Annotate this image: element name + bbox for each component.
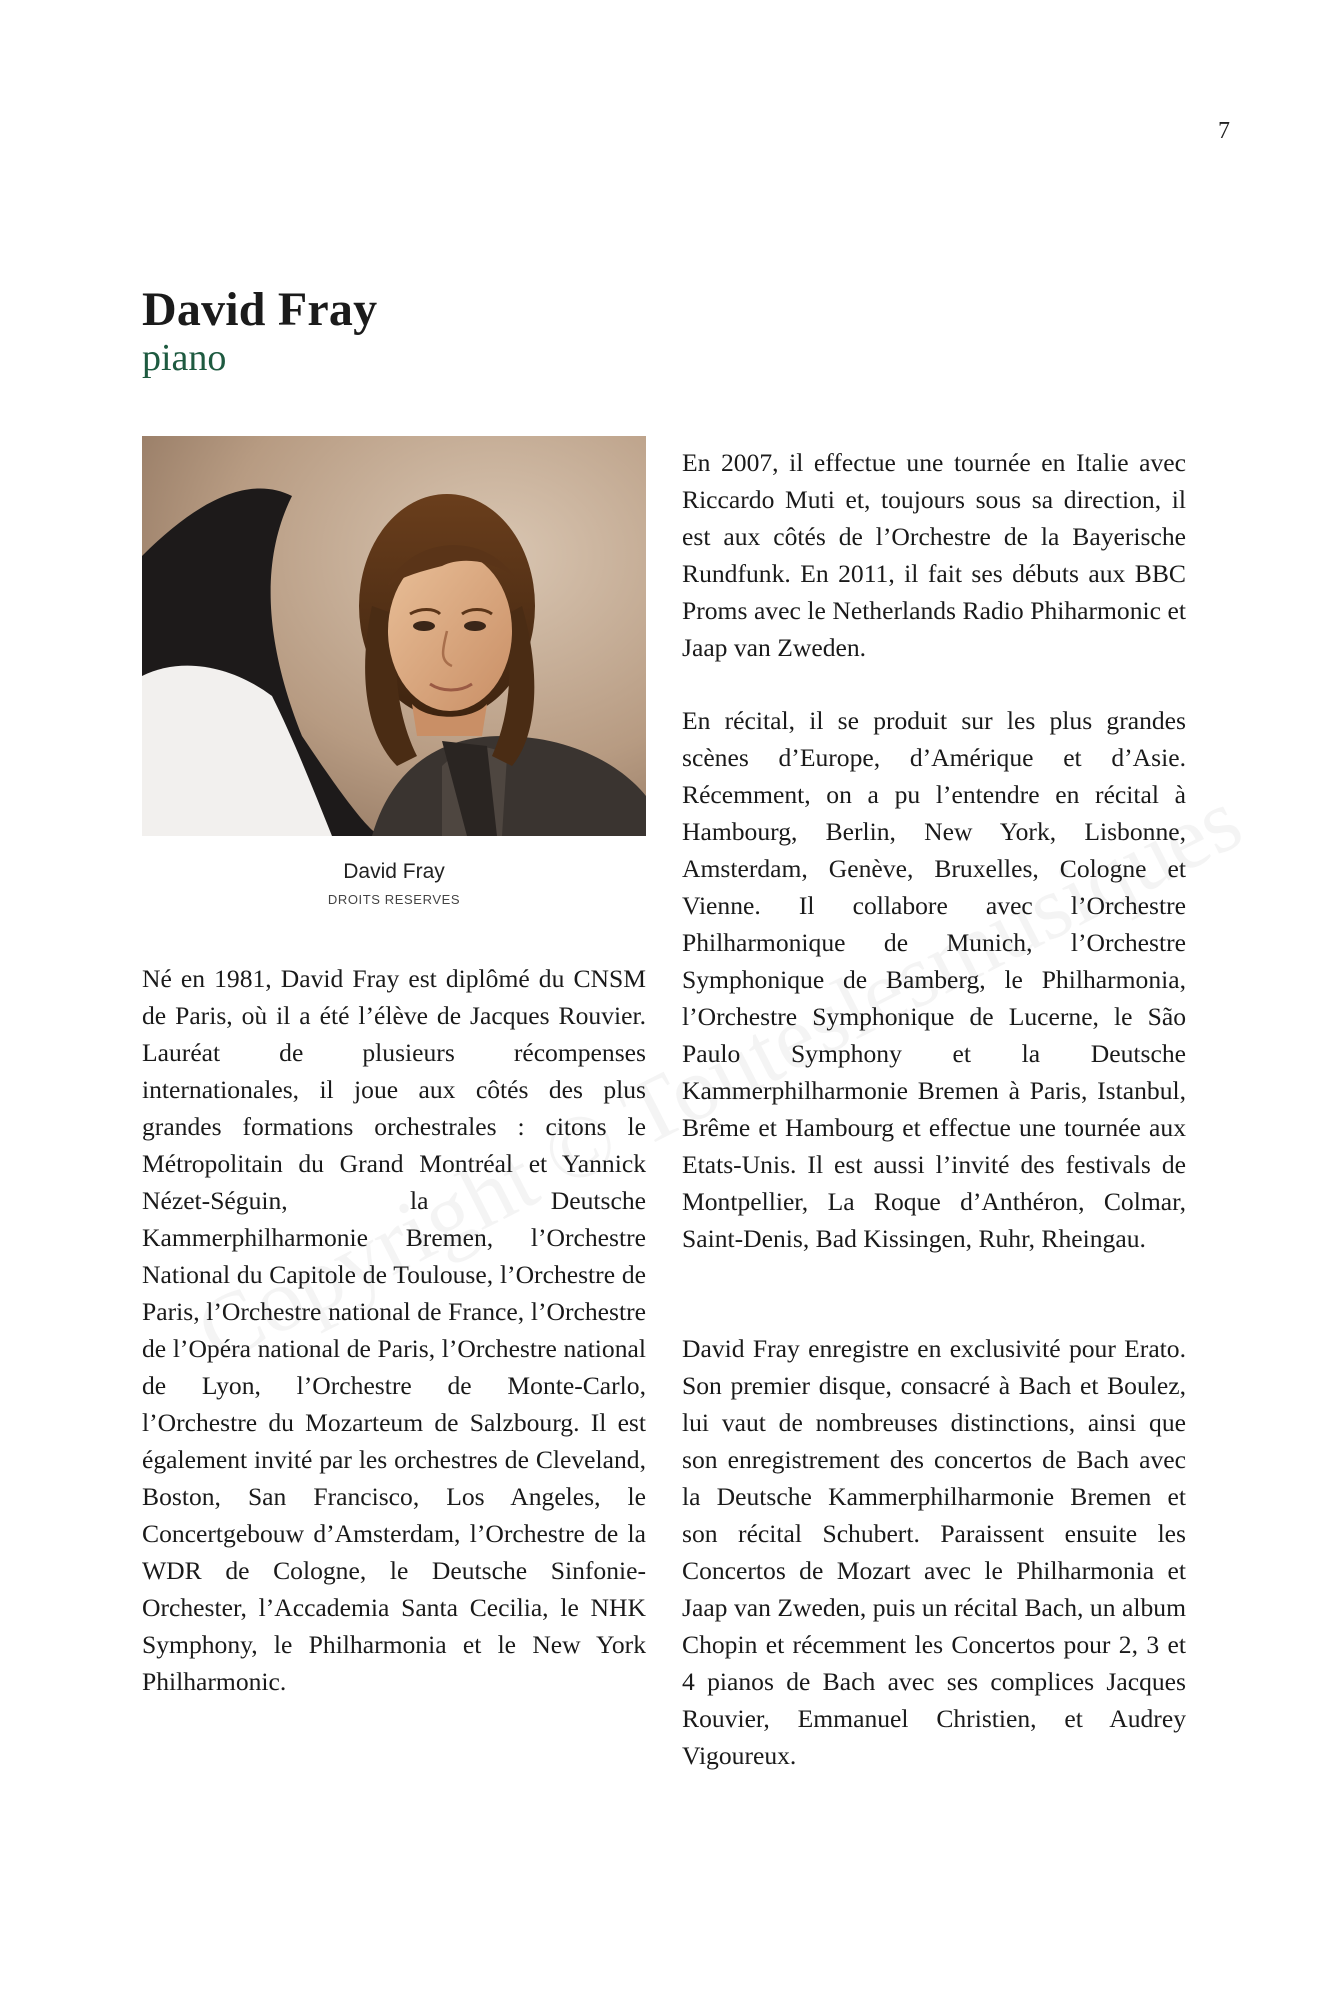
portrait-illustration: [142, 436, 646, 836]
photo-caption-name: David Fray: [343, 860, 445, 883]
biography-paragraph-right-3: David Fray enregistre en exclusivité pour Erato. Son premier disque, consacré à Bach et Boulez, lui vaut de nombreuses distinctions, ainsi que son enregistrement des concertos de Bach avec la Deutsche Kammerphilharmonie Bremen et son récital Schubert. Paraissent ensuite les Concertos de Mozart avec le Philharmonia et Jaap van Zweden, puis un récital Bach, un album Chopin et récemment les Concertos pour 2, 3 et 4 pianos de Bach avec ses complices Jacques Rouvier, Emmanuel Christien, et Audrey Vigoureux.: [682, 1334, 1186, 1770]
instrument-subtitle: piano: [142, 337, 227, 379]
page-number: 7: [1218, 118, 1230, 144]
biography-paragraph-right-1: En 2007, il effectue une tournée en Italie avec Riccardo Muti et, toujours sous sa direction, il est aux côtés de l’Orchestre de la Bayerische Rundfunk. En 2011, il fait ses débuts aux BBC Proms avec le Netherlands Radio Phiharmonic et Jaap van Zweden.: [682, 448, 1186, 662]
biography-paragraph-left: Né en 1981, David Fray est diplômé du CNSM de Paris, où il a été l’élève de Jacques Rouvier. Lauréat de plusieurs récompenses internationales, il joue aux côtés des plus grandes formations orchestrales : citons le Métropolitain du Grand Montréal et Yannick Nézet-Séguin, la Deutsche Kammerphilharmonie Bremen, l’Orchestre National du Capitole de Toulouse, l’Orchestre de Paris, l’Orchestre national de France, l’Orchestre de l’Opéra national de Paris, l’Orchestre national de Lyon, l’Orchestre de Monte-Carlo, l’Orchestre du Mozarteum de Salzbourg. Il est également invité par les orchestres de Cleveland, Boston, San Francisco, Los Angeles, le Concertgebouw d’Amsterdam, l’Orchestre de la WDR de Cologne, le Deutsche Sinfonie-Orchester, l’Accademia Santa Cecilia, le NHK Symphony, le Philharmonia et le New York Philharmonic.: [142, 964, 646, 1696]
portrait-photo: [142, 436, 646, 836]
biography-paragraph-right-2: En récital, il se produit sur les plus grandes scènes d’Europe, d’Amérique et d’Asie. Récemment, on a pu l’entendre en récital à Hambourg, Berlin, New York, Lisbonne, Amsterdam, Genève, Bruxelles, Cologne et Vienne. Il collabore avec l’Orchestre Philharmonique de Munich, l’Orchestre Symphonique de Bamberg, le Philharmonia, l’Orchestre Symphonique de Lucerne, le São Paulo Symphony et la Deutsche Kammerphilharmonie Bremen à Paris, Istanbul, Brême et Hambourg et effectue une tournée aux Etats-Unis. Il est aussi l’invité des festivals de Montpellier, La Roque d’Anthéron, Colmar, Saint-Denis, Bad Kissingen, Ruhr, Rheingau.: [682, 706, 1186, 1253]
photo-caption-credit: DROITS RESERVES: [327, 892, 461, 907]
page-title: David Fray: [142, 283, 378, 336]
